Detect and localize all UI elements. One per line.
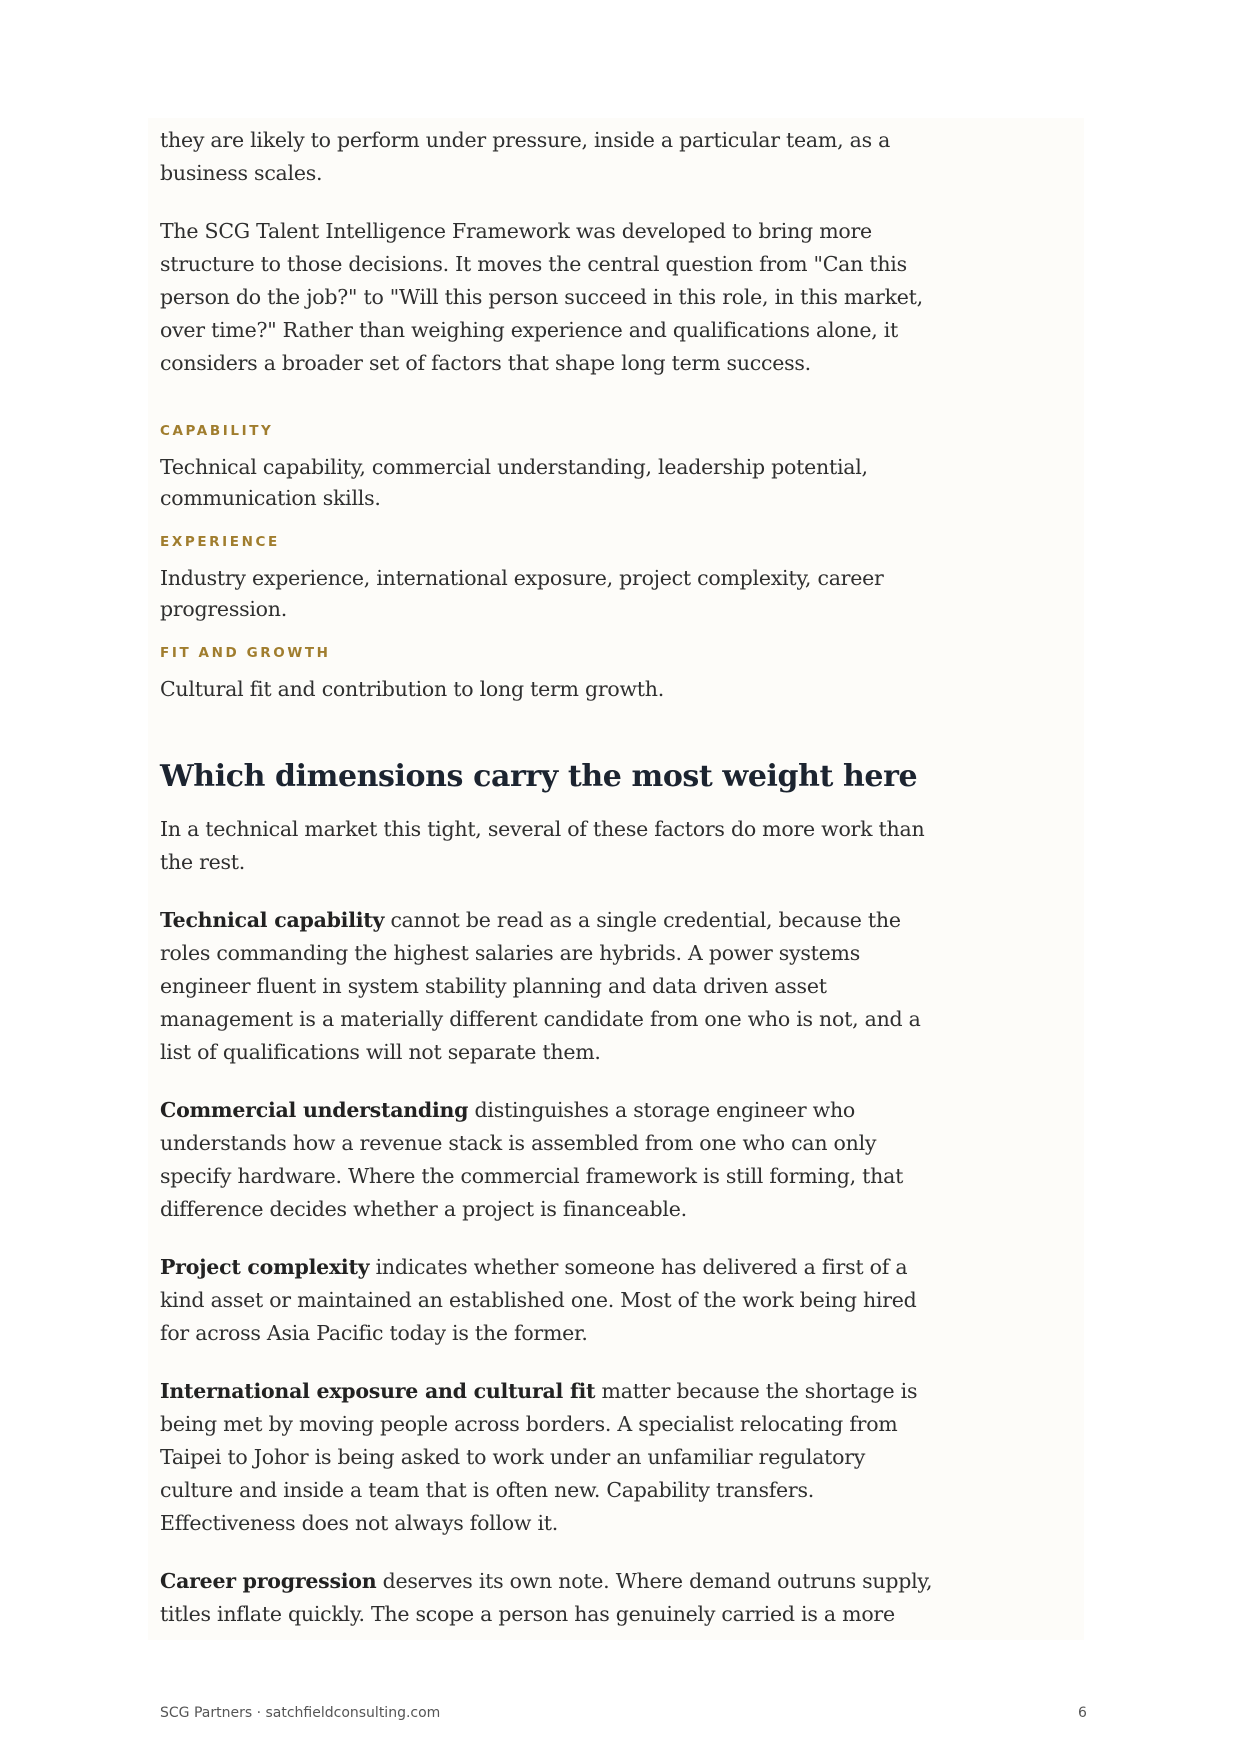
description: cannot be read as a single credential, because the roles commanding the highest salaries are hybrids. A power systems engineer fluent in system stability planning and data driven asset management is a materially different candidate from one who is not, and a list of qualifications will not separate them. (160, 908, 921, 1064)
intro-paragraph-1: they are likely to perform under pressure, inside a particular team, as a business scales. (160, 128, 891, 185)
dimension-label: FIT AND GROWTH (160, 645, 331, 661)
page-content (160, 124, 940, 1631)
intro-paragraph-2: The SCG Talent Intelligence Framework was developed to bring more structure to those decisions. It moves the central question from "Can this person do the job?" to "Will this person succeed in this role, in this market, over time?" Rather than weighing experience and qualifications alone, it considers a broader set of factors that shape long term success. (160, 219, 923, 375)
term: Commercial understanding (160, 1098, 469, 1122)
description: matter because the shortage is being met by moving people across borders. A specialist relocating from Taipei to Johor is being asked to work under an unfamiliar regulatory culture and inside a team that is often new. Capability transfers. Effectiveness does not always follow it. (160, 1379, 918, 1535)
description: deserves its own note. Where demand outruns supply, titles inflate quickly. The scope a person has genuinely carried is a more (160, 1569, 933, 1626)
term: Technical capability (160, 908, 385, 932)
dimension-text: Technical capability, commercial understanding, leadership potential, communication skills. (160, 455, 868, 510)
section-heading: Which dimensions carry the most weight here (160, 759, 918, 794)
term: International exposure and cultural fit (160, 1379, 596, 1403)
dimension-text: Industry experience, international exposure, project complexity, career progression. (160, 566, 884, 621)
dimension-label: CAPABILITY (160, 423, 274, 439)
dimension-experience (160, 533, 940, 625)
dimension-text: Cultural fit and contribution to long term growth. (160, 677, 664, 701)
description: indicates whether someone has delivered a first of a kind asset or maintained an established one. Most of the work being hired for across Asia Pacific today is the former. (160, 1255, 917, 1345)
weight-item-international-exposure (160, 1375, 940, 1540)
term: Career progression (160, 1569, 377, 1593)
page-number: 6 (1078, 1705, 1087, 1721)
description: distinguishes a storage engineer who understands how a revenue stack is assembled from one who can only specify hardware. Where the commercial framework is still forming, that difference decides whether a project is financeable. (160, 1098, 904, 1221)
weight-item-commercial-understanding (160, 1094, 940, 1226)
term: Project complexity (160, 1255, 370, 1279)
weight-item-career-progression (160, 1565, 940, 1631)
dimension-label: EXPERIENCE (160, 534, 280, 550)
dimension-capability (160, 422, 940, 514)
weight-item-project-complexity (160, 1251, 940, 1350)
footer-source: SCG Partners · satchfieldconsulting.com (160, 1705, 441, 1721)
dimension-fit-and-growth (160, 644, 940, 705)
section-intro: In a technical market this tight, several of these factors do more work than the rest. (160, 817, 925, 874)
weight-item-technical-capability (160, 904, 940, 1069)
